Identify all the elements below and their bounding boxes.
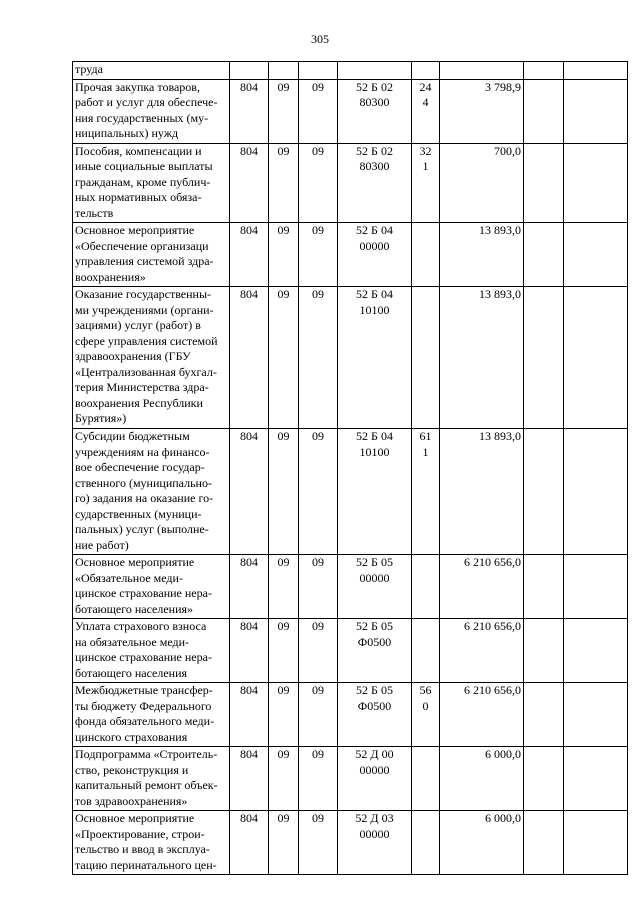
section-code-cell: 09	[269, 429, 299, 555]
table-row	[73, 619, 628, 683]
table-row	[73, 555, 628, 619]
subsection-code-cell: 09	[299, 555, 338, 619]
subsection-code-cell: 09	[299, 223, 338, 287]
target-item-cell: 52 Б 02 80300	[338, 143, 412, 223]
empty-column-cell-1	[524, 747, 564, 811]
section-code-cell: 09	[269, 555, 299, 619]
empty-column-cell-2	[564, 619, 628, 683]
ministry-code-cell	[230, 62, 269, 80]
amount-cell: 6 210 656,0	[440, 555, 524, 619]
subsection-code-cell: 09	[299, 619, 338, 683]
ministry-code-cell: 804	[230, 811, 269, 875]
subsection-code-cell: 09	[299, 287, 338, 429]
empty-column-cell-2	[564, 429, 628, 555]
expense-type-cell: 56 0	[412, 683, 440, 747]
ministry-code-cell: 804	[230, 287, 269, 429]
amount-cell: 13 893,0	[440, 287, 524, 429]
ministry-code-cell: 804	[230, 619, 269, 683]
item-name-cell: Субсидии бюджетным учреждениям на финансо- вое обеспечение государ- ственного (муниципально- го) задания на оказание го- сударственных (муници- пальных) услуг (выполне- ние работ)	[73, 429, 230, 555]
empty-column-cell-2	[564, 79, 628, 143]
target-item-cell: 52 Б 02 80300	[338, 79, 412, 143]
item-name-cell: Уплата страхового взноса на обязательное меди- цинское страхование нера- ботающего населения	[73, 619, 230, 683]
table-row	[73, 287, 628, 429]
table-row	[73, 811, 628, 875]
empty-column-cell-1	[524, 811, 564, 875]
subsection-code-cell: 09	[299, 683, 338, 747]
table-row	[73, 62, 628, 80]
amount-cell: 6 210 656,0	[440, 683, 524, 747]
item-name-cell: Оказание государственны- ми учреждениями (органи- зациями) услуг (работ) в сфере управления системой здравоохранения (ГБУ «Централизованная бухгал- терия Министерства здра- воохранения Республики Бурятия»)	[73, 287, 230, 429]
amount-cell	[440, 62, 524, 80]
subsection-code-cell: 09	[299, 747, 338, 811]
item-name-cell: Основное мероприятие «Проектирование, строи- тельство и ввод в эксплуа- тацию перинатального цен-	[73, 811, 230, 875]
empty-column-cell-1	[524, 143, 564, 223]
empty-column-cell-2	[564, 683, 628, 747]
expense-type-cell	[412, 747, 440, 811]
empty-column-cell-1	[524, 429, 564, 555]
empty-column-cell-1	[524, 555, 564, 619]
subsection-code-cell	[299, 62, 338, 80]
section-code-cell: 09	[269, 683, 299, 747]
section-code-cell: 09	[269, 747, 299, 811]
subsection-code-cell: 09	[299, 143, 338, 223]
table-row	[73, 683, 628, 747]
empty-column-cell-2	[564, 747, 628, 811]
table-row	[73, 747, 628, 811]
item-name-cell: Прочая закупка товаров, работ и услуг для обеспече- ния государственных (му- ниципальных) нужд	[73, 79, 230, 143]
expense-type-cell: 24 4	[412, 79, 440, 143]
expense-type-cell: 61 1	[412, 429, 440, 555]
ministry-code-cell: 804	[230, 555, 269, 619]
expense-type-cell	[412, 555, 440, 619]
target-item-cell: 52 Б 05 Ф0500	[338, 619, 412, 683]
table-row	[73, 79, 628, 143]
expense-type-cell	[412, 619, 440, 683]
empty-column-cell-1	[524, 62, 564, 80]
page-number: 305	[311, 32, 329, 46]
expense-type-cell	[412, 287, 440, 429]
budget-table-body	[73, 62, 628, 875]
target-item-cell: 52 Д 00 00000	[338, 747, 412, 811]
empty-column-cell-1	[524, 683, 564, 747]
empty-column-cell-1	[524, 223, 564, 287]
empty-column-cell-1	[524, 287, 564, 429]
amount-cell: 13 893,0	[440, 429, 524, 555]
target-item-cell: 52 Б 04 10100	[338, 429, 412, 555]
empty-column-cell-2	[564, 555, 628, 619]
expense-type-cell	[412, 811, 440, 875]
amount-cell: 6 000,0	[440, 811, 524, 875]
ministry-code-cell: 804	[230, 429, 269, 555]
item-name-cell: Основное мероприятие «Обязательное меди- цинское страхование нера- ботающего населения»	[73, 555, 230, 619]
section-code-cell: 09	[269, 287, 299, 429]
section-code-cell	[269, 62, 299, 80]
expense-type-cell	[412, 223, 440, 287]
item-name-cell: Подпрограмма «Строитель- ство, реконструкция и капитальный ремонт объек- тов здравоохранения»	[73, 747, 230, 811]
empty-column-cell-1	[524, 79, 564, 143]
empty-column-cell-2	[564, 143, 628, 223]
table-row	[73, 223, 628, 287]
target-item-cell	[338, 62, 412, 80]
section-code-cell: 09	[269, 79, 299, 143]
subsection-code-cell: 09	[299, 429, 338, 555]
section-code-cell: 09	[269, 143, 299, 223]
ministry-code-cell: 804	[230, 223, 269, 287]
ministry-code-cell: 804	[230, 79, 269, 143]
amount-cell: 6 210 656,0	[440, 619, 524, 683]
item-name-cell: Основное мероприятие «Обеспечение организаци управления системой здра- воохранения»	[73, 223, 230, 287]
item-name-cell: труда	[73, 62, 230, 80]
item-name-cell: Межбюджетные трансфер- ты бюджету Федерального фонда обязательного меди- цинского страхования	[73, 683, 230, 747]
ministry-code-cell: 804	[230, 683, 269, 747]
amount-cell: 700,0	[440, 143, 524, 223]
amount-cell: 13 893,0	[440, 223, 524, 287]
empty-column-cell-2	[564, 223, 628, 287]
table-row	[73, 143, 628, 223]
target-item-cell: 52 Д 03 00000	[338, 811, 412, 875]
section-code-cell: 09	[269, 619, 299, 683]
ministry-code-cell: 804	[230, 143, 269, 223]
target-item-cell: 52 Б 04 10100	[338, 287, 412, 429]
target-item-cell: 52 Б 05 Ф0500	[338, 683, 412, 747]
expense-type-cell	[412, 62, 440, 80]
amount-cell: 3 798,9	[440, 79, 524, 143]
item-name-cell: Пособия, компенсации и иные социальные выплаты гражданам, кроме публич- ных нормативных обяза- тельств	[73, 143, 230, 223]
empty-column-cell-2	[564, 287, 628, 429]
target-item-cell: 52 Б 04 00000	[338, 223, 412, 287]
section-code-cell: 09	[269, 811, 299, 875]
expense-type-cell: 32 1	[412, 143, 440, 223]
empty-column-cell-2	[564, 62, 628, 80]
subsection-code-cell: 09	[299, 811, 338, 875]
section-code-cell: 09	[269, 223, 299, 287]
amount-cell: 6 000,0	[440, 747, 524, 811]
ministry-code-cell: 804	[230, 747, 269, 811]
budget-table	[72, 61, 628, 875]
target-item-cell: 52 Б 05 00000	[338, 555, 412, 619]
subsection-code-cell: 09	[299, 79, 338, 143]
empty-column-cell-2	[564, 811, 628, 875]
empty-column-cell-1	[524, 619, 564, 683]
table-row	[73, 429, 628, 555]
